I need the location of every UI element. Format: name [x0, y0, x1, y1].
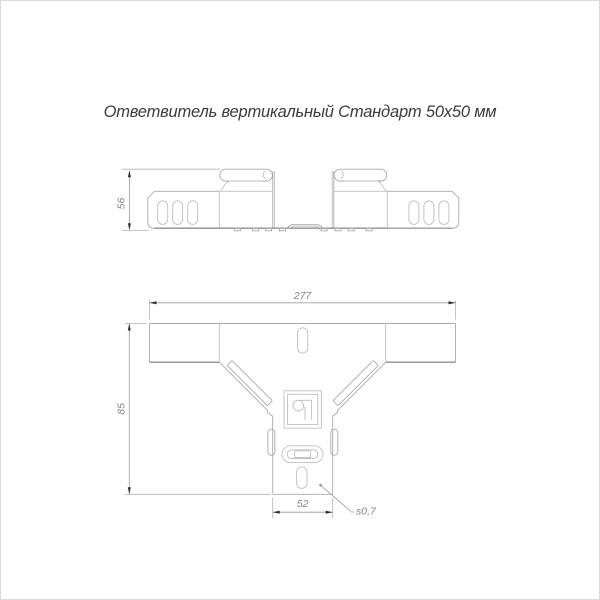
right-latch-tab: [331, 429, 338, 455]
right-roll-lip: [341, 171, 344, 179]
left-funnel-edge: [219, 362, 272, 494]
dimension-label-52: 52: [296, 498, 309, 511]
thickness-label: s0,7: [356, 505, 376, 518]
tab: [321, 228, 327, 231]
slot-hole: [158, 201, 168, 225]
front-view: [115, 290, 455, 518]
right-roll-curve: [345, 181, 388, 191]
knockout-center: [295, 451, 311, 458]
drawing-title: Ответвитель вертикальный Стандарт 50x50 мм: [103, 103, 497, 121]
right-edge-flange: [333, 361, 378, 406]
tab: [266, 228, 272, 231]
dimension-277: [150, 290, 456, 320]
dimension-label-56: 56: [115, 197, 128, 210]
left-roll-curve: [219, 181, 262, 191]
flange-strip: [227, 361, 272, 406]
tab: [280, 228, 286, 231]
dimension-label-277: 277: [293, 289, 312, 302]
tab: [235, 228, 241, 231]
top-slot-hole: [298, 328, 308, 353]
tab: [348, 228, 354, 231]
brand-logo: [284, 391, 321, 428]
arrowhead: [128, 487, 131, 494]
right-rolled-edge: [334, 169, 387, 181]
lower-slot-hole: [297, 467, 307, 489]
arrowhead: [128, 223, 131, 230]
top-view: [116, 169, 459, 231]
knockout-outer: [282, 446, 323, 463]
logo-inner-frame: [288, 394, 318, 424]
slot-hole: [409, 201, 419, 225]
slot-hole: [424, 201, 434, 225]
slot-hole: [173, 201, 183, 225]
tab: [335, 228, 341, 231]
arrowhead: [326, 511, 333, 514]
dimension-85: [115, 324, 270, 495]
right-funnel-edge: [333, 362, 386, 494]
logo-glyph-loop: [293, 400, 304, 411]
slot-hole: [439, 201, 449, 225]
stadium-knockout: [282, 446, 323, 463]
leader-line: [321, 485, 354, 512]
dimension-label-85: 85: [115, 403, 128, 415]
arrowhead: [128, 324, 131, 331]
arrowhead: [150, 301, 157, 304]
arrowhead: [449, 301, 456, 304]
logo-outer-frame: [284, 391, 321, 428]
slot-hole: [188, 201, 198, 225]
left-rolled-edge: [220, 169, 273, 181]
arrowhead: [128, 170, 131, 177]
arrowhead: [273, 511, 280, 514]
left-edge-flange: [227, 361, 272, 406]
dimension-52: [273, 497, 333, 518]
left-latch-tab: [268, 429, 275, 455]
tab: [366, 228, 372, 231]
flange-strip: [333, 361, 378, 406]
left-roll-lip: [263, 171, 266, 179]
drawing-canvas: [1, 1, 600, 600]
tab: [253, 228, 259, 231]
